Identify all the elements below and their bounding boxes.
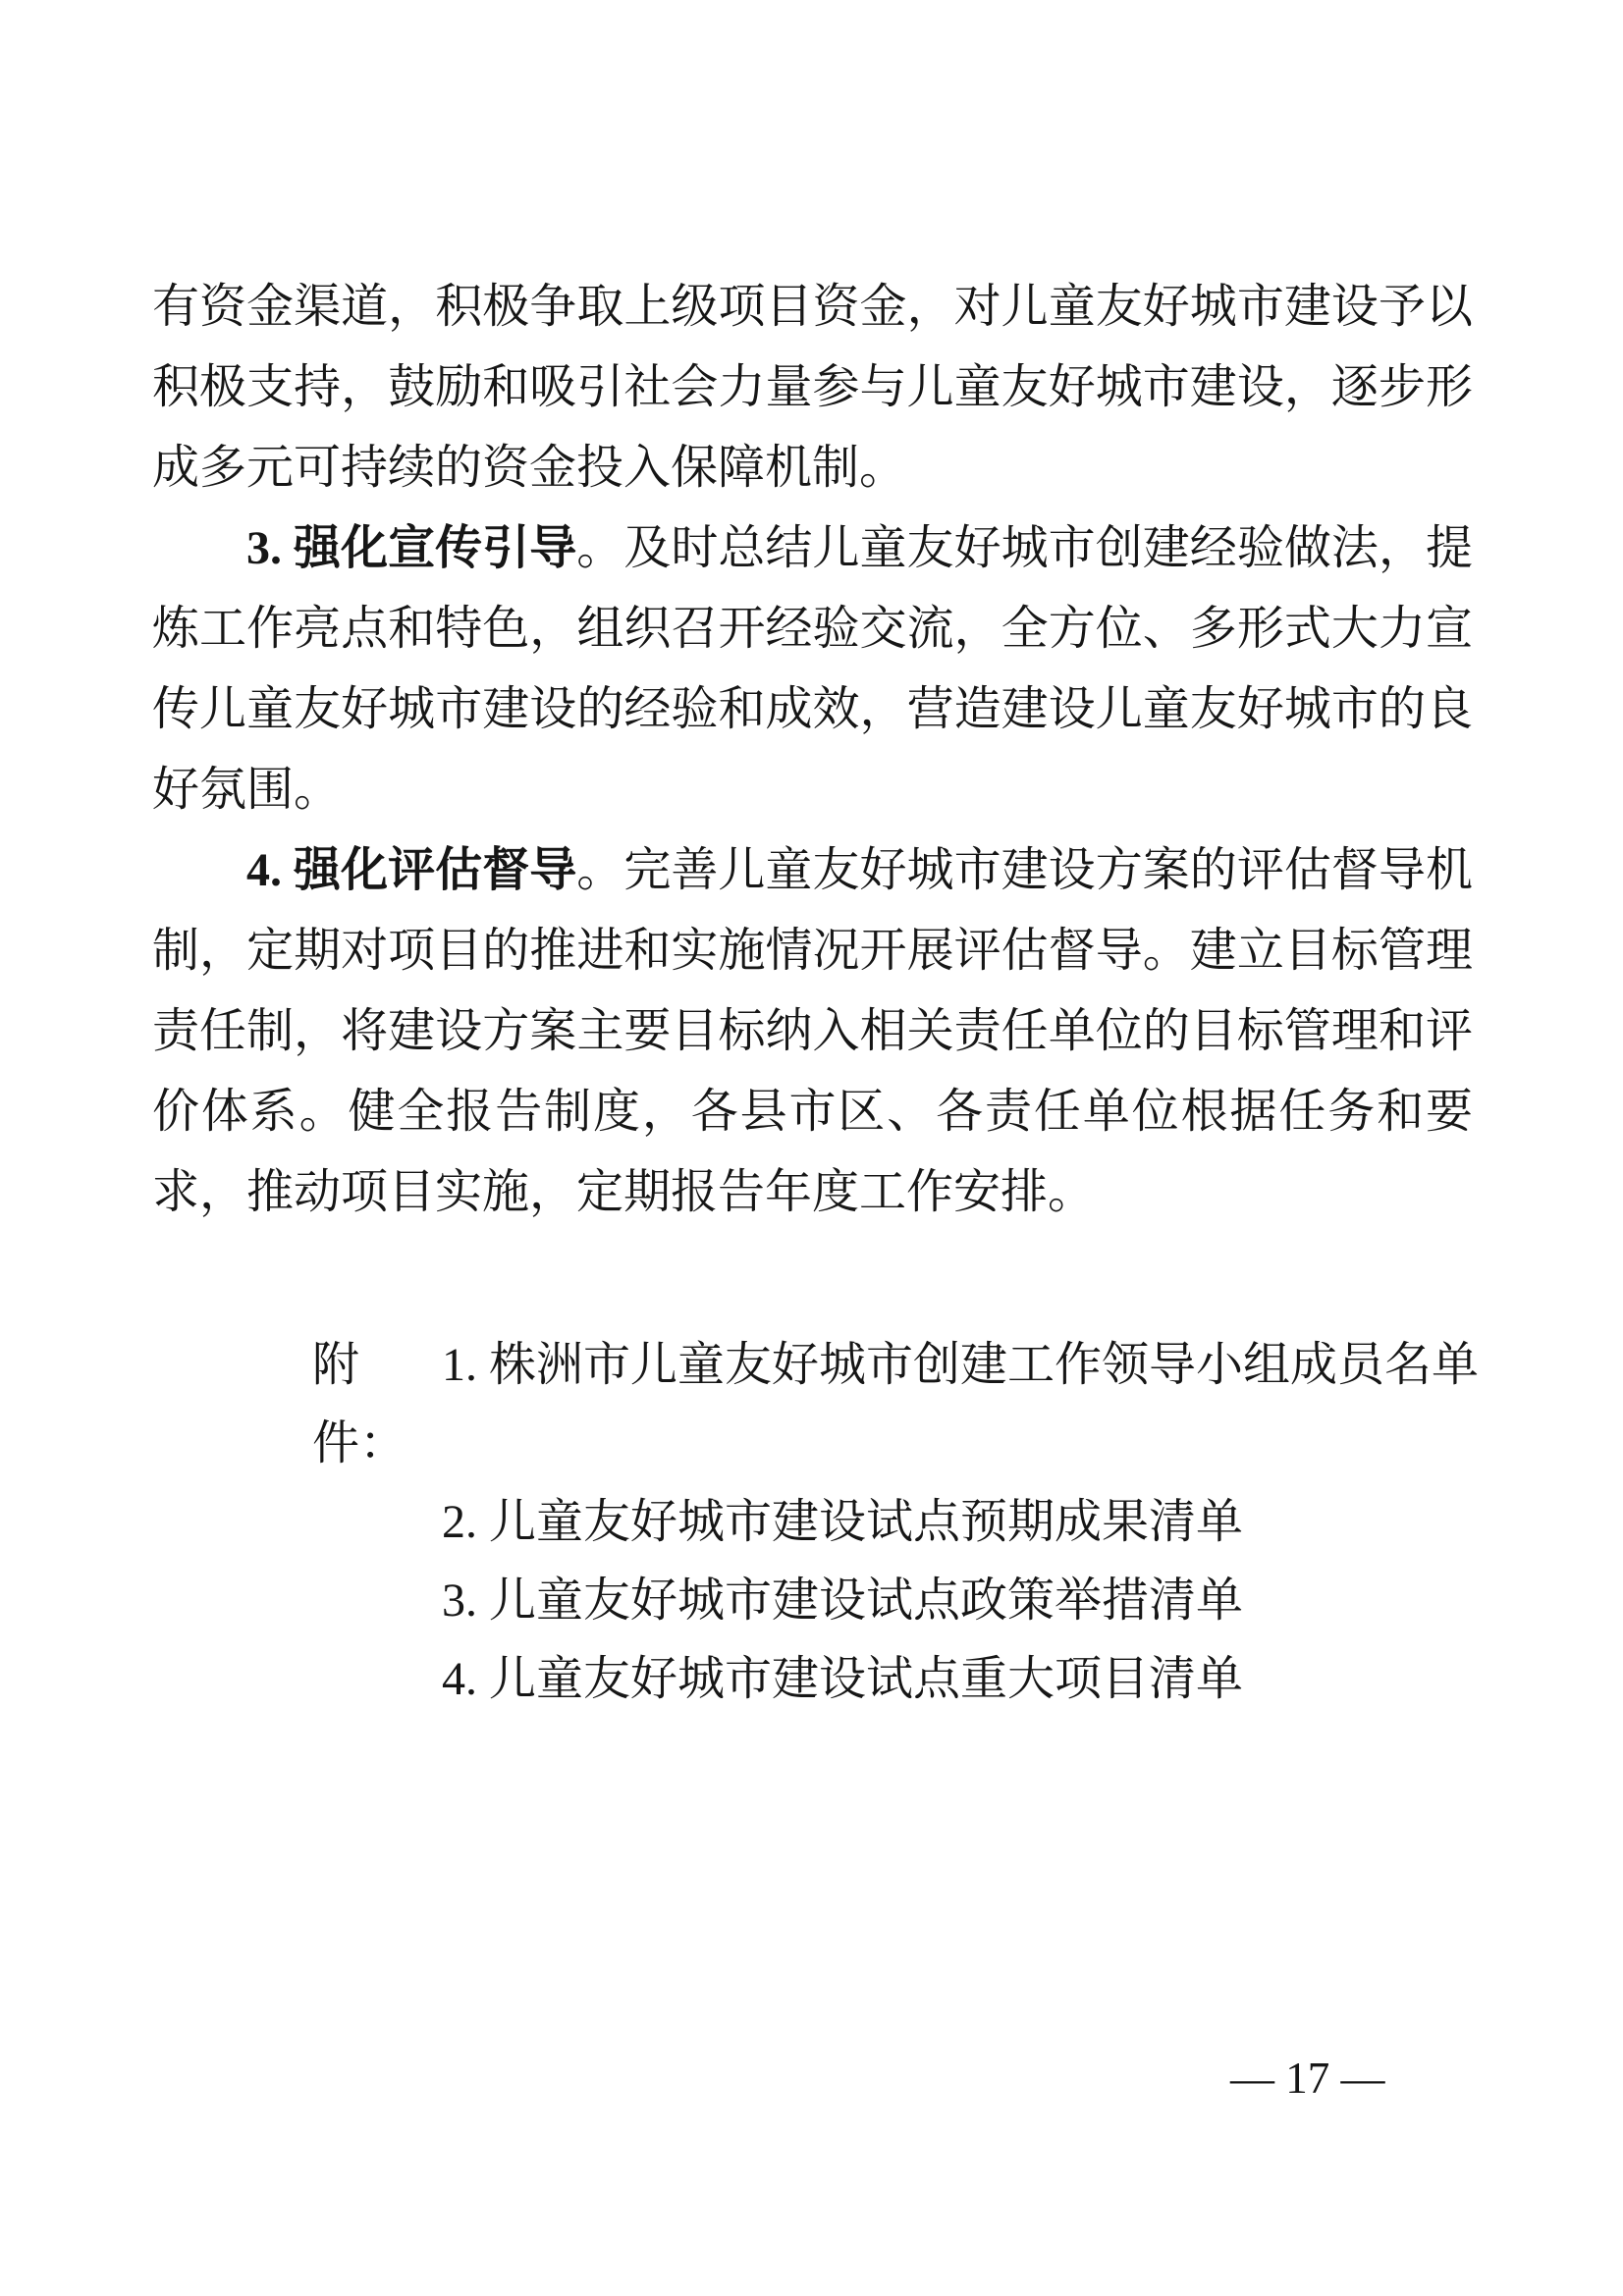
- attachment-item-3: 3. 儿童友好城市建设试点政策举措清单: [442, 1575, 1244, 1627]
- attachment-row-1: [312, 1326, 1479, 1483]
- paragraph-continuation: [152, 267, 1473, 508]
- page-number: — 17 —: [1230, 2054, 1385, 2103]
- paragraph-text: 。及时总结儿童友好城市创建经验做法，提炼工作亮点和特色，组织召开经验交流，全方位、多形式大力宣传儿童友好城市建设的经验和成效，营造建设儿童友好城市的良好氛围。: [152, 522, 1473, 816]
- attachment-row-4: [312, 1640, 1479, 1719]
- attachments-block: [312, 1326, 1479, 1719]
- attachment-indent-spacer: [312, 1483, 442, 1562]
- paragraph-lead-bold: 4. 强化评估督导: [246, 844, 577, 896]
- attachment-row-3: [312, 1562, 1479, 1640]
- attachment-row-2: [312, 1483, 1479, 1562]
- attachment-indent-spacer: [312, 1640, 442, 1719]
- attachment-item-2: 2. 儿童友好城市建设试点预期成果清单: [442, 1496, 1244, 1548]
- paragraph-lead-bold: 3. 强化宣传引导: [246, 522, 577, 574]
- attachment-item-4: 4. 儿童友好城市建设试点重大项目清单: [442, 1653, 1244, 1705]
- paragraph-item-3: [152, 508, 1473, 830]
- attachment-indent-spacer: [312, 1562, 442, 1640]
- attachment-item-1: 1. 株洲市儿童友好城市创建工作领导小组成员名单: [442, 1339, 1480, 1391]
- paragraph-text: 有资金渠道，积极争取上级项目资金，对儿童友好城市建设予以积极支持，鼓励和吸引社会力量参与儿童友好城市建设，逐步形成多元可持续的资金投入保障机制。: [152, 281, 1473, 494]
- document-body: [152, 267, 1473, 1233]
- paragraph-text: 。完善儿童友好城市建设方案的评估督导机制，定期对项目的推进和实施情况开展评估督导。建立目标管理责任制，将建设方案主要目标纳入相关责任单位的目标管理和评价体系。健全报告制度，各县市区、各责任单位根据任务和要求，推动项目实施，定期报告年度工作安排。: [152, 844, 1473, 1218]
- paragraph-item-4: [152, 830, 1473, 1233]
- attachments-label: 附件：: [312, 1339, 407, 1469]
